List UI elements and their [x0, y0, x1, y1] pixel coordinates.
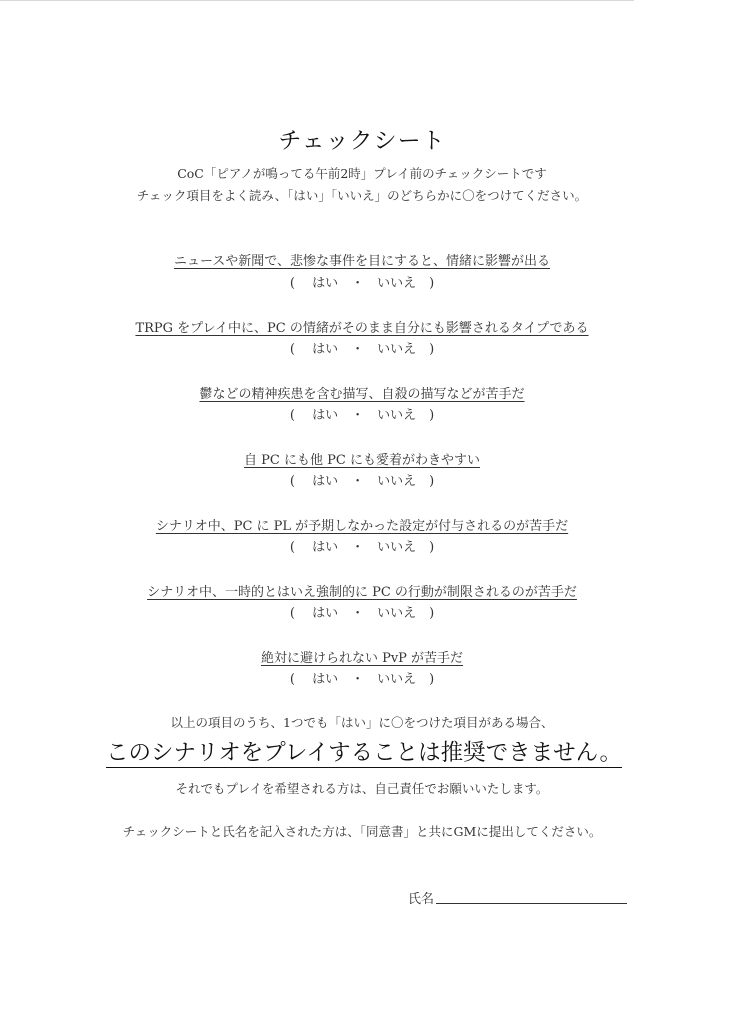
self-responsibility-note: それでもプレイを希望される方は、自己責任でお願いいたします。 — [175, 781, 549, 796]
question-4: 自 PC にも他 PC にも愛着がわきやすい — [244, 453, 480, 468]
answer-options-5[interactable]: ( はい ・ いいえ ) — [289, 540, 435, 555]
answer-options-4[interactable]: ( はい ・ いいえ ) — [289, 474, 435, 489]
question-5: シナリオ中、PC に PL が予期しなかった設定が付与されるのが苦手だ — [155, 519, 569, 534]
question-6: シナリオ中、一時的とはいえ強制的に PC の行動が制限されるのが苦手だ — [147, 585, 577, 600]
answer-options-7[interactable]: ( はい ・ いいえ ) — [289, 672, 435, 687]
name-label: 氏名 — [408, 892, 435, 907]
question-3: 鬱などの精神疾患を含む描写、自殺の描写などが苦手だ — [199, 387, 525, 402]
question-1: ニュースや新聞で、悲惨な事件を目にすると、情緒に影響が出る — [173, 254, 551, 269]
question-2: TRPG をプレイ中に、PC の情緒がそのまま自分にも影響されるタイプである — [135, 321, 589, 336]
warning-heading: このシナリオをプレイすることは推奨できません。 — [106, 740, 622, 766]
submit-instruction: チェックシートと氏名を記入された方は、「同意書」と共にGMに提出してください。 — [122, 824, 602, 839]
intro-line-1: CoC「ピアノが鳴ってる午前2時」プレイ前のチェックシートです — [177, 166, 547, 181]
answer-options-2[interactable]: ( はい ・ いいえ ) — [289, 342, 435, 357]
page-title: チェックシート — [278, 128, 446, 154]
condition-note: 以上の項目のうち、1つでも「はい」に〇をつけた項目がある場合、 — [170, 715, 554, 730]
name-field-line[interactable] — [436, 903, 627, 904]
question-7: 絶対に避けられない PvP が苦手だ — [260, 651, 464, 666]
answer-options-3[interactable]: ( はい ・ いいえ ) — [289, 408, 435, 423]
intro-line-2: チェック項目をよく読み、「はい」「いいえ」のどちらかに〇をつけてください。 — [136, 188, 588, 203]
answer-options-1[interactable]: ( はい ・ いいえ ) — [289, 276, 435, 291]
answer-options-6[interactable]: ( はい ・ いいえ ) — [289, 606, 435, 621]
